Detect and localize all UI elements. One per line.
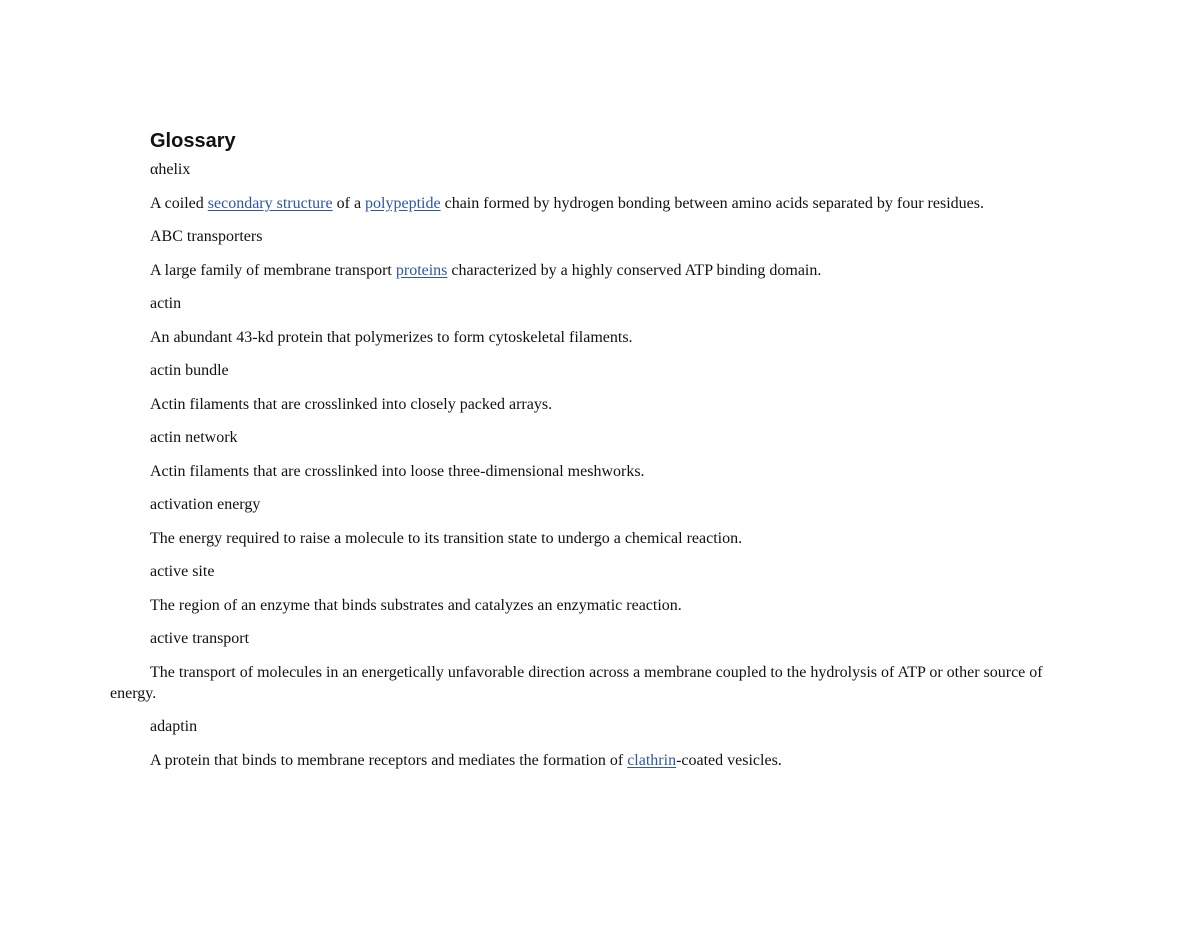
definition-text: -coated vesicles. bbox=[676, 752, 782, 769]
glossary-term: active transport bbox=[150, 630, 250, 647]
glossary-heading: Glossary bbox=[150, 130, 236, 152]
glossary-definition: An abundant 43-kd protein that polymerizes to form cytoskeletal filaments. bbox=[150, 329, 633, 346]
glossary-definition: Actin filaments that are crosslinked into closely packed arrays. bbox=[150, 396, 553, 413]
glossary-term: actin bbox=[150, 295, 182, 312]
polypeptide-link[interactable]: polypeptide bbox=[365, 195, 441, 212]
definition-text: of a bbox=[332, 195, 366, 212]
definition-text: A coiled bbox=[150, 195, 208, 212]
glossary-term: αhelix bbox=[150, 161, 191, 178]
glossary-definition bbox=[110, 193, 1070, 214]
glossary-definition bbox=[110, 260, 1070, 281]
glossary-definition: The region of an enzyme that binds substrates and catalyzes an enzymatic reaction. bbox=[150, 597, 682, 614]
definition-text: A protein that binds to membrane receptors and mediates the formation of bbox=[150, 752, 628, 769]
clathrin-link[interactable]: clathrin bbox=[627, 752, 677, 769]
secondary-structure-link[interactable]: secondary structure bbox=[207, 195, 333, 212]
definition-text: chain formed by hydrogen bonding between amino acids separated by four residues. bbox=[440, 195, 984, 212]
definition-text: A large family of membrane transport bbox=[150, 262, 396, 279]
definition-text: characterized by a highly conserved ATP binding domain. bbox=[447, 262, 822, 279]
glossary-definition: The energy required to raise a molecule to its transition state to undergo a chemical reaction. bbox=[150, 530, 743, 547]
glossary-term: active site bbox=[150, 563, 215, 580]
glossary-term: actin network bbox=[150, 429, 238, 446]
glossary-term: ABC transporters bbox=[150, 228, 263, 245]
glossary-content bbox=[110, 126, 1070, 784]
glossary-term: adaptin bbox=[150, 718, 198, 735]
glossary-term: actin bundle bbox=[150, 362, 229, 379]
glossary-definition: Actin filaments that are crosslinked into loose three-dimensional meshworks. bbox=[150, 463, 645, 480]
glossary-definition bbox=[110, 750, 1070, 771]
glossary-term: activation energy bbox=[150, 496, 261, 513]
glossary-definition: The transport of molecules in an energetically unfavorable direction across a membrane coupled to the hydrolysis of ATP or other source of energy. bbox=[110, 664, 1043, 702]
proteins-link[interactable]: proteins bbox=[395, 262, 448, 279]
